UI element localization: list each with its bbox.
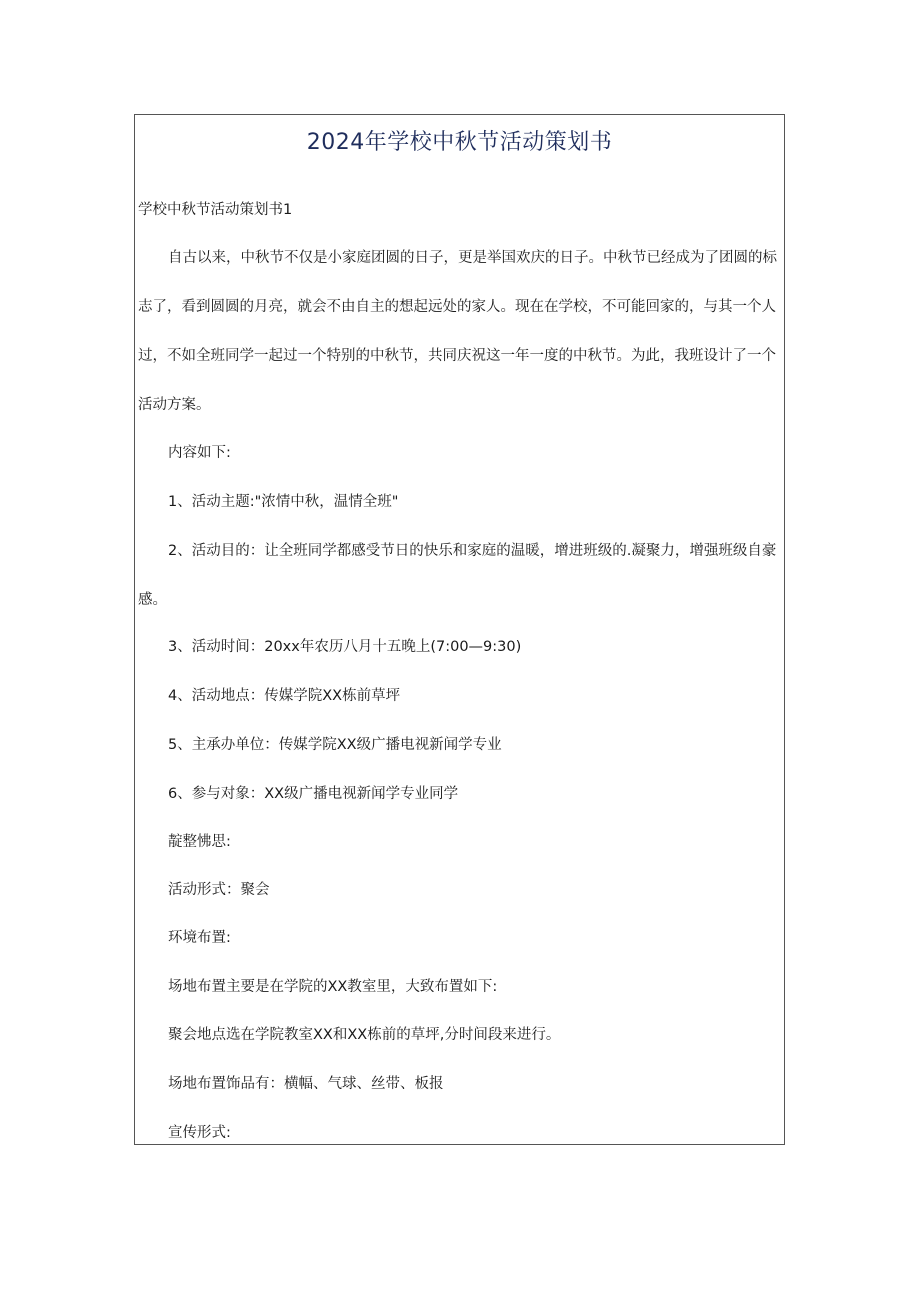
content-heading: 内容如下: (168, 445, 231, 461)
item-time: 3、活动时间：20xx年农历八月十五晚上(7:00—9:30) (168, 639, 522, 655)
intro-line: 自古以来，中秋节不仅是小家庭团圆的日子，更是举国欢庆的日子。中秋节已经成为了团圆的标 (168, 250, 777, 266)
item-location: 4、活动地点：传媒学院XX栋前草坪 (168, 688, 401, 704)
item-purpose-line: 2、活动目的：让全班同学都感受节日的快乐和家庭的温暖，增进班级的.凝聚力，增强班级自豪 (168, 543, 777, 559)
section-subtitle: 学校中秋节活动策划书1 (138, 202, 293, 218)
item-purpose (138, 541, 776, 639)
decorations: 场地布置饰品有：横幅、气球、丝带、板报 (168, 1076, 444, 1092)
environment-heading: 环境布置: (168, 930, 231, 946)
venue-detail: 聚会地点选在学院教室XX和XX栋前的草坪,分时间段来进行。 (168, 1027, 561, 1043)
item-organizer: 5、主承办单位：传媒学院XX级广播电视新闻学专业 (168, 737, 502, 753)
item-participants: 6、参与对象：XX级广播电视新闻学专业同学 (168, 786, 459, 802)
intro-line: 过，不如全班同学一起过一个特别的中秋节，共同庆祝这一年一度的中秋节。为此，我班设计了一个 (138, 348, 776, 364)
intro-line: 志了，看到圆圆的月亮，就会不由自主的想起远处的家人。现在在学校，不可能回家的，与其一个人 (138, 299, 776, 315)
document-page (134, 114, 785, 1145)
item-purpose-line: 感。 (138, 592, 167, 608)
publicity-heading: 宣传形式: (168, 1125, 231, 1141)
design-heading: 靛整怫思: (168, 834, 231, 850)
document-title: 2024年学校中秋节活动策划书 (306, 130, 613, 155)
venue-intro: 场地布置主要是在学院的XX教室里，大致布置如下: (168, 979, 498, 995)
intro-line: 活动方案。 (138, 397, 211, 413)
intro-paragraph (138, 248, 777, 444)
item-theme: 1、活动主题:"浓情中秋，温情全班" (168, 494, 399, 510)
activity-form: 活动形式：聚会 (168, 882, 270, 898)
